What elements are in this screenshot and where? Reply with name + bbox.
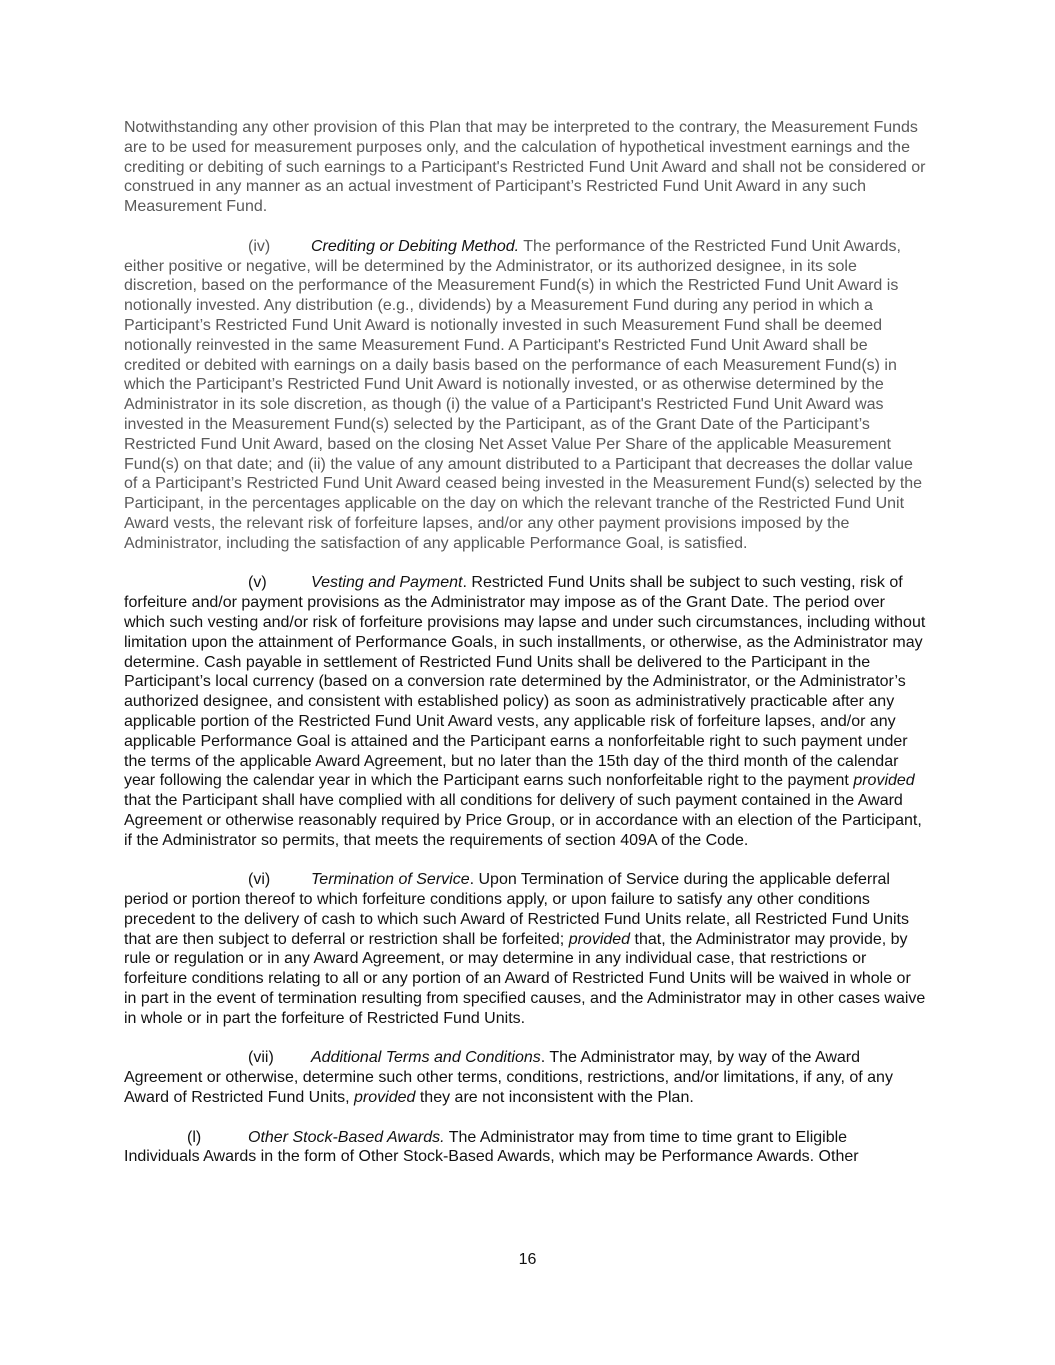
section-number: (v) — [248, 574, 267, 592]
paragraph-text: Notwithstanding any other provision of this Plan that may be interpreted to the contrary, the Measurement Funds are to be used for measurement purposes only, and the calculation of hypothetical investment earnings and the crediting or debiting of such earnings to a Participant's Restricted Fund Unit Award and shall not be considered or construed in any manner as an actual investment of Participant’s Restricted Fund Unit Award in any such Measurement Fund. — [124, 119, 926, 216]
paragraph-other-stock-based-awards — [124, 1128, 927, 1168]
section-number: (l) — [187, 1128, 202, 1146]
paragraph-text: . The Administrator may, by way of the Award Agreement or otherwise, determine such other terms, conditions, restrictions, and/or limitations, if any, of any Award of Restricted Fund Units, — [124, 1049, 893, 1107]
section-number: (vi) — [248, 871, 271, 889]
document-page — [124, 118, 927, 1167]
paragraph-text: . Upon Termination of Service during the applicable deferral period or portion thereof to which forfeiture conditions apply, or upon failure to satisfy any other conditions precedent to the delivery of cash to which such Award of Restricted Fund Units relate, all Restricted Fund Units that are then subject to deferral or restriction shall be forfeited; — [124, 871, 909, 948]
section-heading: Additional Terms and Conditions — [311, 1049, 541, 1067]
paragraph-additional-terms — [124, 1048, 927, 1107]
section-heading: Vesting and Payment — [311, 574, 463, 592]
provided-term: provided — [853, 772, 915, 790]
section-number: (iv) — [248, 237, 271, 255]
section-heading: Termination of Service — [311, 871, 470, 889]
paragraph-text: The performance of the Restricted Fund Unit Awards, either positive or negative, will be determined by the Administrator, or its authorized designee, in its sole discretion, based on the performance of the Measurement Fund(s) in which the Restricted Fund Unit Award is notionally invested. Any distribution (e.g., dividends) by a Measurement Fund during any period in which a Participant’s Restricted Fund Unit Award is notionally invested in such Measurement Fund shall be deemed notionally reinvested in the same Measurement Fund. A Participant's Restricted Fund Unit Award shall be credited or debited with earnings on a daily basis based on the performance of each Measurement Fund(s) in which the Participant’s Restricted Fund Unit Award is notionally invested, or as otherwise determined by the Administrator in its sole discretion, as though (i) the value of a Participant's Restricted Fund Unit Award was invested in the Measurement Fund(s) selected by the Participant, as of the Grant Date of the Participant’s Restricted Fund Unit Award, based on the closing Net Asset Value Per Share of the applicable Measurement Fund(s) on that date; and (ii) the value of any amount distributed to a Participant that decreases the dollar value of a Participant’s Restricted Fund Unit Award ceased being invested in the Measurement Fund(s) selected by the Participant, in the percentages applicable on the day on which the relevant tranche of the Restricted Fund Unit Award vests, the relevant risk of forfeiture lapses, and/or any other payment provisions imposed by the Administrator, including the satisfaction of any applicable Performance Goal, is satisfied. — [124, 237, 923, 552]
paragraph-crediting-debiting — [124, 237, 927, 554]
provided-term: provided — [354, 1089, 416, 1107]
paragraph-text: they are not inconsistent with the Plan. — [415, 1089, 694, 1107]
paragraph-vesting-payment — [124, 573, 927, 850]
paragraph-measurement-funds — [124, 118, 927, 217]
paragraph-text: that the Participant shall have complied with all conditions for delivery of such payment contained in the Award Agreement or otherwise reasonably required by Price Group, or in accordance with an election of the Participant, if the Administrator so permits, that meets the requirements of section 409A of the Code. — [124, 792, 922, 849]
section-heading: Other Stock-Based Awards. — [248, 1128, 445, 1146]
section-heading: Crediting or Debiting Method. — [311, 237, 520, 255]
paragraph-text: . Restricted Fund Units shall be subject to such vesting, risk of forfeiture and/or payment provisions as the Administrator may impose as of the Grant Date. The period over which such vesting and/or risk of forfeiture provisions may lapse and under such circumstances, including without limitation upon the attainment of Performance Goals, in such installments, or otherwise, as the Administrator may determine. Cash payable in settlement of Restricted Fund Units shall be delivered to the Participant in the Participant’s local currency (based on a conversion rate determined by the Administrator, or the Administrator’s authorized designee, and consistent with established policy) as soon as administratively practicable after any applicable portion of the Restricted Fund Unit Award vests, any applicable risk of forfeiture lapses, and/or any applicable Performance Goal is attained and the Participant earns a nonforfeitable right to such payment under the terms of the applicable Award Agreement, but no later than the 15th day of the third month of the calendar year following the calendar year in which the Participant earns such nonforfeitable right to the payment — [124, 574, 926, 790]
page-number: 16 — [518, 1251, 537, 1268]
provided-term: provided — [568, 930, 631, 948]
paragraph-termination-of-service — [124, 870, 927, 1028]
paragraph-text: The Administrator may from time to time grant to Eligible Individuals Awards in the form of Other Stock-Based Awards, which may be Performance Awards. Other — [124, 1128, 859, 1166]
paragraph-text: that, the Administrator may provide, by rule or regulation or in any Award Agreement, or may determine in any individual case, that restrictions or forfeiture conditions relating to all or any portion of an Award of Restricted Fund Units will be waived in whole or in part in the event of termination resulting from specified causes, and the Administrator may in other cases waive in whole or in part the forfeiture of Restricted Fund Units. — [124, 930, 926, 1027]
section-number: (vii) — [248, 1049, 274, 1067]
